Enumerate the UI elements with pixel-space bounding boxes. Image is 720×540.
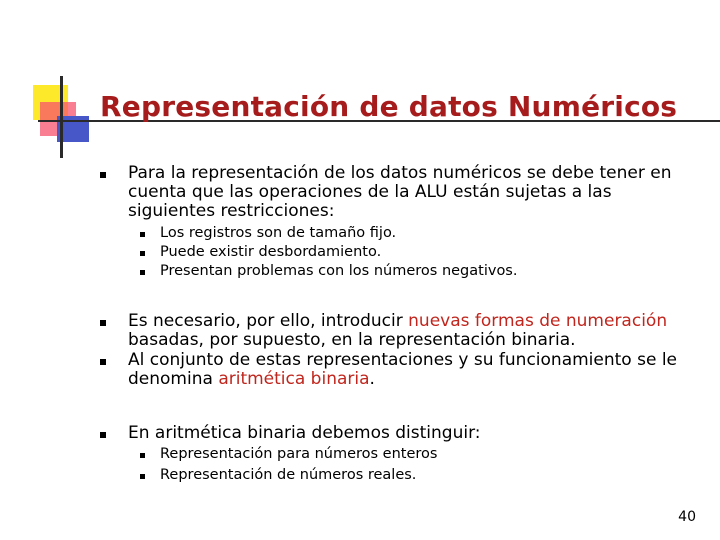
p3-line2-text: denomina xyxy=(128,369,219,389)
sub-bullet-icon xyxy=(140,270,145,275)
p3-line2 xyxy=(128,370,375,389)
p1-sub-item-1: Los registros son de tamaño fijo. xyxy=(160,225,397,241)
bullet-square-icon xyxy=(100,320,106,326)
bullet-square-icon xyxy=(100,172,106,178)
p4-line1: En aritmética binaria debemos distinguir: xyxy=(128,423,481,443)
p2-highlight: nuevas formas de numeración xyxy=(408,311,668,331)
sub-bullet-icon xyxy=(140,453,145,458)
p1-sub-item-2: Puede existir desbordamiento. xyxy=(160,244,382,260)
p1-line2: cuenta que las operaciones de la ALU están sujetas a las xyxy=(128,182,612,202)
p1-line1: Para la representación de los datos numéricos se debe tener en xyxy=(128,163,672,183)
sub-bullet-icon xyxy=(140,251,145,256)
p2-line2: basadas, por supuesto, en la representación binaria. xyxy=(128,330,576,350)
page-number: 40 xyxy=(678,509,696,525)
bullet-square-icon xyxy=(100,432,106,438)
bullet-square-icon xyxy=(100,359,106,365)
p3-line1: Al conjunto de estas representaciones y su funcionamiento se le xyxy=(128,350,677,370)
p1-line3: siguientes restricciones: xyxy=(128,201,335,221)
slide-title: Representación de datos Numéricos xyxy=(100,90,678,123)
logo-vertical-line xyxy=(60,76,63,158)
sub-bullet-icon xyxy=(140,474,145,479)
p4-sub-item-2: Representación de números reales. xyxy=(160,467,417,483)
p3-line2-end: . xyxy=(369,369,375,389)
p4-sub-item-1: Representación para números enteros xyxy=(160,446,438,462)
p1-sub-item-3: Presentan problemas con los números negativos. xyxy=(160,263,518,279)
sub-bullet-icon xyxy=(140,232,145,237)
p2-line1 xyxy=(128,312,667,331)
p2-line1-text: Es necesario, por ello, introducir xyxy=(128,311,409,331)
p3-highlight: aritmética binaria xyxy=(218,369,370,389)
